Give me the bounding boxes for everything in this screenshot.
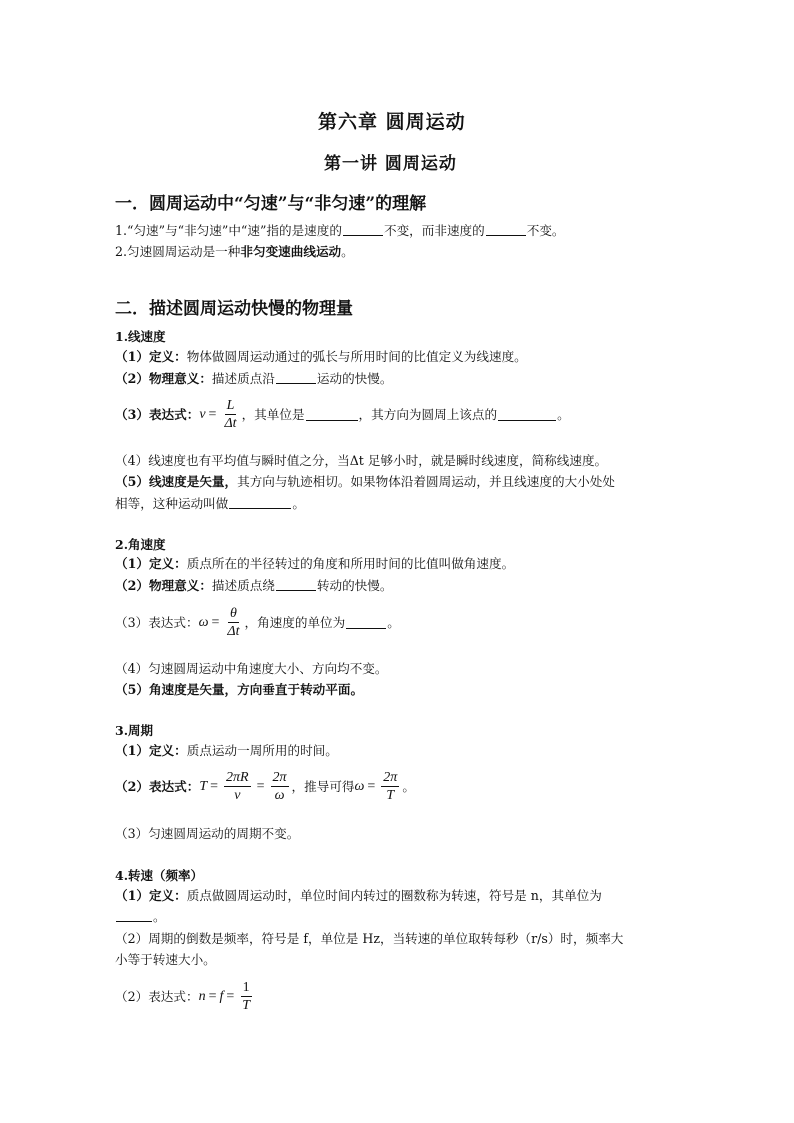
text: 质点运动一周所用的时间。 xyxy=(186,743,338,758)
equals-sign: = xyxy=(208,406,217,422)
linear-item-5 xyxy=(115,474,615,490)
denominator: v xyxy=(234,788,241,803)
section-2-heading: 二．描述圆周运动快慢的物理量 xyxy=(115,299,353,319)
text: 。 xyxy=(387,614,400,630)
text: 。 xyxy=(402,778,415,794)
section-1-line-2 xyxy=(115,244,354,260)
equals-sign: = xyxy=(256,778,265,794)
bold-text: 非匀变速曲线运动 xyxy=(240,244,342,259)
angular-expression xyxy=(115,606,400,639)
fraction xyxy=(222,398,238,431)
text: 其方向与轨迹相切。如果物体沿着圆周运动，并且线速度的大小处处 xyxy=(237,474,615,489)
label: （2）物理意义： xyxy=(115,578,212,593)
angular-item-4: （4）匀速圆周运动中角速度大小、方向均不变。 xyxy=(115,661,388,676)
text: 2.匀速圆周运动是一种 xyxy=(115,244,241,259)
label: （1）定义： xyxy=(115,349,187,364)
equals-sign: = xyxy=(226,988,235,1004)
text: 描述质点绕 xyxy=(211,578,275,593)
section-1-heading: 一．圆周运动中“匀速”与“非匀速”的理解 xyxy=(115,194,427,214)
fill-blank xyxy=(116,909,152,922)
angular-meaning xyxy=(115,578,392,594)
linear-meaning xyxy=(115,371,392,387)
fill-blank xyxy=(306,408,358,421)
text: 。 xyxy=(341,244,354,259)
numerator: 2πR xyxy=(226,770,249,785)
text: ，其方向为圆周上该点的 xyxy=(358,406,498,422)
math-var: n xyxy=(198,988,206,1004)
denominator: T xyxy=(242,998,251,1013)
denominator: T xyxy=(386,788,395,803)
linear-expression xyxy=(115,398,570,431)
fill-blank xyxy=(343,223,383,236)
fill-blank xyxy=(346,616,386,629)
text: ，角速度的单位为 xyxy=(244,614,346,630)
label: （5）线速度是矢量， xyxy=(115,474,238,489)
linear-item-4: （4）线速度也有平均值与瞬时值之分，当Δt 足够小时，就是瞬时线速度，简称线速度。 xyxy=(115,453,608,468)
fraction xyxy=(381,770,399,803)
text: 不变，而非速度的 xyxy=(383,223,485,238)
fill-blank xyxy=(276,371,316,384)
equals-sign: = xyxy=(367,778,376,794)
rotation-item-2: （2）周期的倒数是频率，符号是 f，单位是 Hz，当转速的单位取转每秒（r/s）时，频率大 xyxy=(115,931,624,946)
text: 描述质点沿 xyxy=(211,371,275,386)
angular-def xyxy=(115,556,514,572)
linear-def xyxy=(115,349,527,365)
text: 质点所在的半径转过的角度和所用时间的比值叫做角速度。 xyxy=(186,556,515,571)
rotation-expression xyxy=(115,980,255,1013)
fraction xyxy=(224,770,251,803)
text: 。 xyxy=(153,909,166,924)
rotation-item-2-cont: 小等于转速大小。 xyxy=(115,952,216,967)
numerator: 2π xyxy=(383,770,398,785)
label: （1）定义： xyxy=(115,888,187,903)
text: 。 xyxy=(292,496,305,511)
label: （1）定义： xyxy=(115,556,187,571)
text: 。 xyxy=(557,406,570,422)
denominator: ω xyxy=(274,788,285,803)
text: 相等，这种运动叫做 xyxy=(115,496,229,511)
fraction xyxy=(240,980,252,1013)
fill-blank xyxy=(486,223,526,236)
section-1-line-1 xyxy=(115,223,565,239)
rotation-def xyxy=(115,888,602,904)
text: 质点做圆周运动时，单位时间内转过的圈数称为转速，符号是 n，其单位为 xyxy=(186,888,602,903)
rotation-def-cont xyxy=(115,909,166,925)
rotation-speed-title: 4.转速（频率） xyxy=(115,868,204,883)
math-var: ω xyxy=(198,614,209,630)
label: （1）定义： xyxy=(115,743,187,758)
text: 转动的快慢。 xyxy=(316,578,393,593)
text: 运动的快慢。 xyxy=(316,371,393,386)
period-def xyxy=(115,743,338,759)
label: （2）物理意义： xyxy=(115,371,212,386)
lecture-title: 第一讲 圆周运动 xyxy=(324,154,457,174)
text: ，推导可得 xyxy=(291,778,355,794)
linear-speed-title: 1.线速度 xyxy=(115,329,166,344)
angular-item-5: （5）角速度是矢量，方向垂直于转动平面。 xyxy=(115,682,364,697)
equals-sign: = xyxy=(208,988,217,1004)
label: （3）表达式： xyxy=(115,406,200,422)
numerator: 1 xyxy=(242,980,250,995)
fill-blank xyxy=(229,496,291,509)
label: （2）表达式： xyxy=(115,778,200,794)
equals-sign: = xyxy=(210,778,219,794)
linear-item-5-cont xyxy=(115,496,305,512)
numerator: 2π xyxy=(272,770,287,785)
text: 1.“匀速”与“非匀速”中“速”指的是速度的 xyxy=(115,223,342,238)
fraction xyxy=(225,606,241,639)
label: （3）表达式： xyxy=(115,614,199,630)
math-var: T xyxy=(199,778,208,794)
numerator: L xyxy=(226,398,235,413)
denominator: Δt xyxy=(224,416,237,431)
period-item-3: （3）匀速圆周运动的周期不变。 xyxy=(115,826,300,841)
math-var: ω xyxy=(354,778,365,794)
period-title: 3.周期 xyxy=(115,723,154,738)
angular-speed-title: 2.角速度 xyxy=(115,537,166,552)
math-var: f xyxy=(219,988,224,1004)
label: （2）表达式： xyxy=(115,988,199,1004)
fill-blank xyxy=(498,408,556,421)
numerator: θ xyxy=(229,606,237,621)
chapter-title: 第六章 圆周运动 xyxy=(318,111,466,133)
fill-blank xyxy=(276,578,316,591)
text: 物体做圆周运动通过的弧长与所用时间的比值定义为线速度。 xyxy=(186,349,527,364)
text: 不变。 xyxy=(526,223,565,238)
denominator: Δt xyxy=(227,624,240,639)
fraction xyxy=(271,770,289,803)
text: ，其单位是 xyxy=(241,406,305,422)
period-expression xyxy=(115,770,415,803)
math-var: v xyxy=(199,406,206,422)
equals-sign: = xyxy=(211,614,220,630)
